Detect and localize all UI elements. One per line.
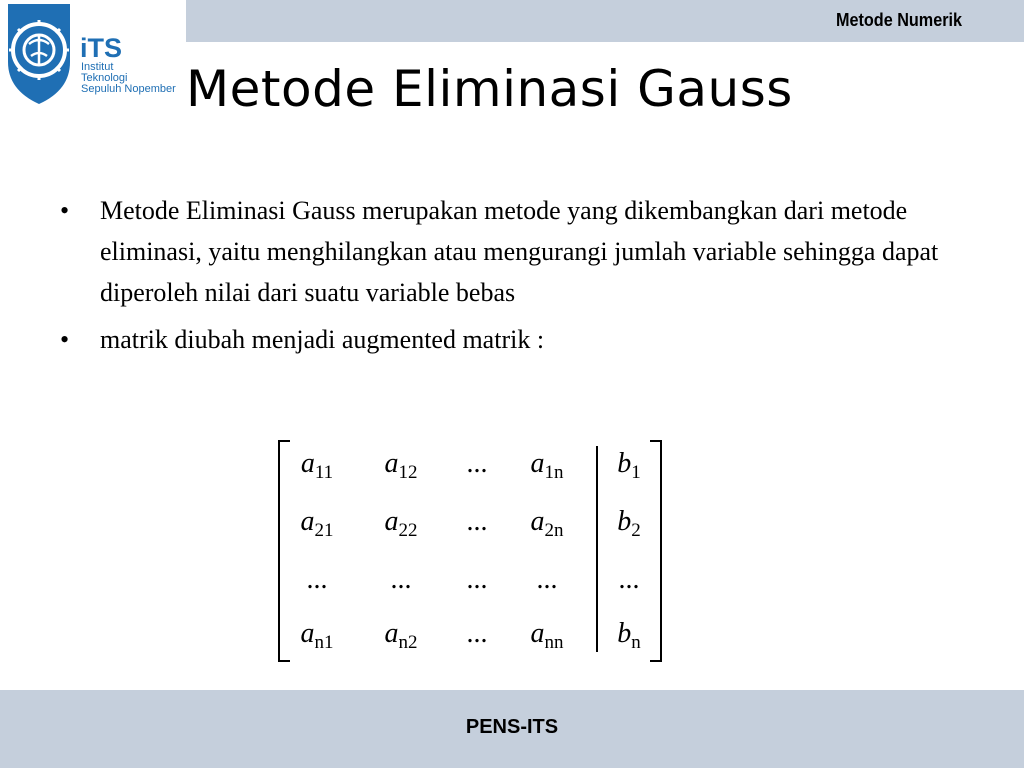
matrix-cell-r1-c3: ... bbox=[466, 448, 488, 479]
header-bar bbox=[186, 0, 1024, 42]
matrix-cell-r1-c2: $a_{12}$ bbox=[384, 448, 418, 483]
footer-bar bbox=[0, 690, 1024, 768]
logo-line-2: Teknologi bbox=[81, 72, 128, 84]
matrix-cell-r4-c1: $a_{n1}$ bbox=[300, 618, 334, 653]
matrix-cell-r2-c4: $a_{2n}$ bbox=[530, 506, 564, 541]
bullet-dot-icon: • bbox=[60, 325, 70, 354]
matrix-cell-r1-c5: $b_1$ bbox=[617, 448, 641, 483]
bullet-list bbox=[60, 190, 940, 360]
course-title: Metode Numerik bbox=[835, 10, 962, 30]
matrix-cell-r4-c2: $a_{n2}$ bbox=[384, 618, 418, 653]
logo-line-1: Institut bbox=[81, 61, 114, 73]
matrix-cell-r4-c5: $b_n$ bbox=[617, 618, 641, 653]
slide-title: Metode Eliminasi Gauss bbox=[186, 60, 793, 118]
augmented-matrix bbox=[270, 440, 670, 662]
matrix-cell-r3-c2: ... bbox=[390, 564, 412, 595]
matrix-cell-r2-c1: $a_{21}$ bbox=[300, 506, 334, 541]
bullet-text: Metode Eliminasi Gauss merupakan metode yang dikembangkan dari metode eliminasi, yaitu menghilangkan atau mengurangi jumlah variable sehingga dapat diperoleh nilai dari suatu variable bebas bbox=[100, 196, 939, 307]
matrix-cell-r4-c3: ... bbox=[466, 618, 488, 649]
matrix-cell-r2-c2: $a_{22}$ bbox=[384, 506, 418, 541]
its-logo bbox=[0, 0, 186, 110]
bullet-item bbox=[60, 190, 940, 313]
matrix-cell-r3-c5: ... bbox=[618, 564, 640, 595]
footer-text: PENS-ITS bbox=[465, 716, 559, 738]
logo-brand: iTS bbox=[80, 33, 123, 63]
bullet-dot-icon: • bbox=[60, 196, 70, 225]
matrix-cell-r3-c3: ... bbox=[466, 564, 488, 595]
matrix-cell-r2-c5: $b_2$ bbox=[617, 506, 641, 541]
bullet-text: matrik diubah menjadi augmented matrik : bbox=[100, 325, 545, 354]
matrix-cell-r1-c1: $a_{11}$ bbox=[300, 448, 334, 483]
logo-line-3: Sepuluh Nopember bbox=[81, 83, 176, 95]
matrix-cell-r2-c3: ... bbox=[466, 506, 488, 537]
its-emblem-icon bbox=[0, 0, 186, 110]
matrix-cell-r1-c4: $a_{1n}$ bbox=[530, 448, 564, 483]
bullet-item bbox=[60, 319, 940, 360]
matrix-cell-r3-c1: ... bbox=[306, 564, 328, 595]
matrix-cell-r3-c4: ... bbox=[536, 564, 558, 595]
matrix-cell-r4-c4: $a_{nn}$ bbox=[530, 618, 564, 653]
